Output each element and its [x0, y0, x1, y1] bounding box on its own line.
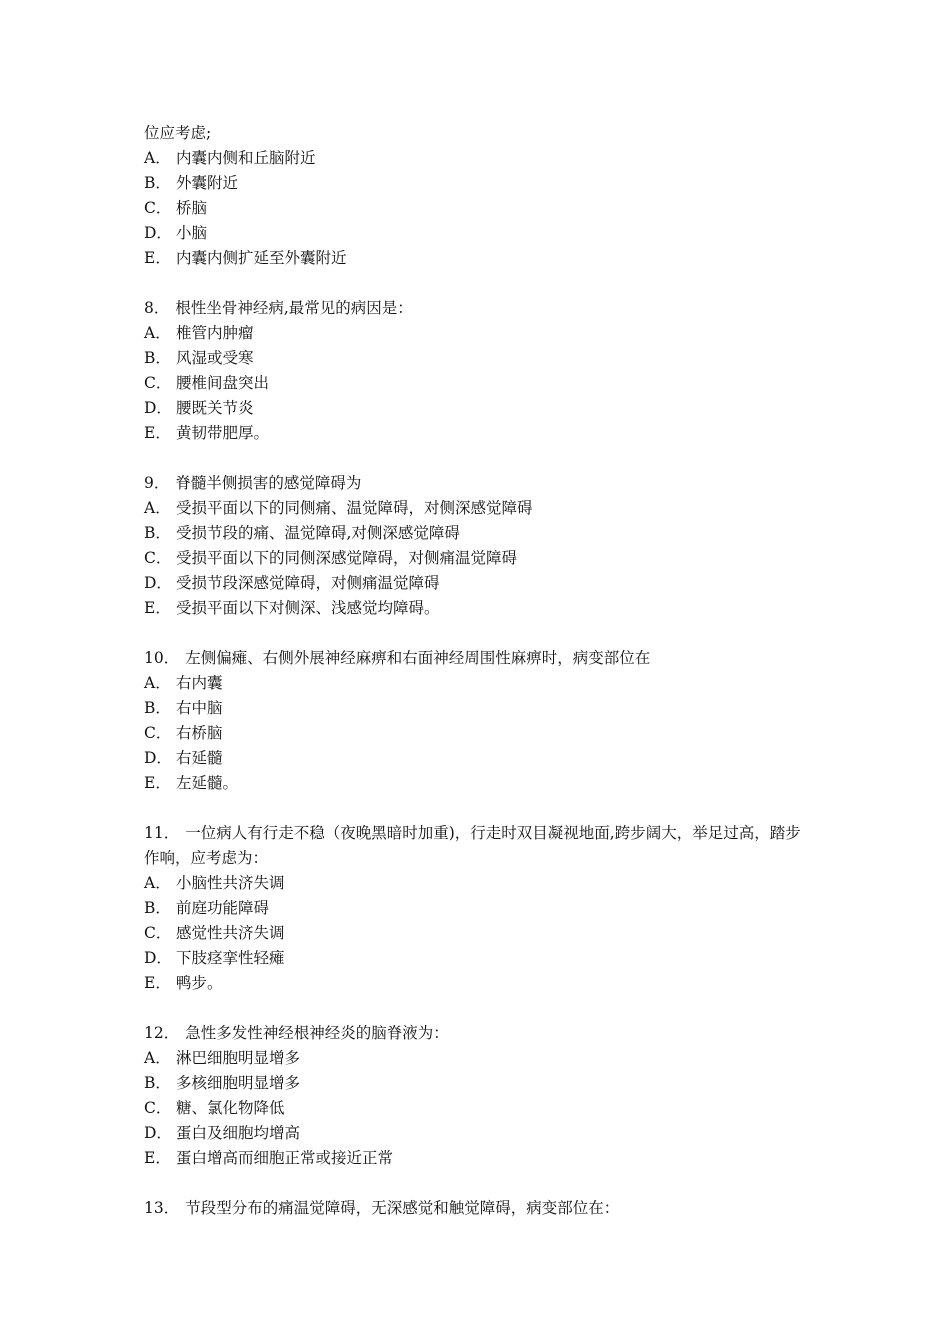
question-number: 10．	[144, 649, 180, 667]
spacer	[144, 796, 814, 821]
option-d	[144, 746, 814, 771]
question-8	[144, 296, 814, 321]
question-number: 13．	[144, 1199, 180, 1217]
option-label: A．	[144, 674, 171, 692]
option-text: 右延髓	[176, 749, 223, 767]
spacer	[144, 996, 814, 1021]
option-text: 左延髓。	[176, 774, 239, 792]
option-c	[144, 721, 814, 746]
option-label: C．	[144, 724, 172, 742]
option-label: B．	[144, 1074, 171, 1092]
option-label: B．	[144, 899, 171, 917]
document-page	[144, 121, 814, 1221]
option-d	[144, 571, 814, 596]
option-text: 鸭步。	[176, 974, 223, 992]
option-label: A．	[144, 324, 171, 342]
spacer	[144, 271, 814, 296]
option-text: 右桥脑	[176, 724, 223, 742]
option-text: 淋巴细胞明显增多	[176, 1049, 301, 1067]
question-fragment-text: 位应考虑;	[144, 124, 212, 142]
option-label: D．	[144, 224, 172, 242]
option-text: 黄韧带肥厚。	[176, 424, 270, 442]
question-number: 12．	[144, 1024, 180, 1042]
option-label: E．	[144, 1149, 171, 1167]
question-13	[144, 1196, 814, 1221]
option-text: 腰既关节炎	[176, 399, 254, 417]
option-d	[144, 1121, 814, 1146]
option-c	[144, 921, 814, 946]
option-text: 腰椎间盘突出	[176, 374, 270, 392]
option-label: B．	[144, 349, 171, 367]
option-text: 受损平面以下对侧深、浅感觉均障碍。	[176, 599, 440, 617]
option-text: 受损平面以下的同侧深感觉障碍，对侧痛温觉障碍	[176, 549, 518, 567]
option-text: 椎管内肿瘤	[176, 324, 254, 342]
option-a	[144, 671, 814, 696]
option-text: 前庭功能障碍	[176, 899, 270, 917]
option-text: 蛋白及细胞均增高	[176, 1124, 301, 1142]
option-text: 外囊附近	[176, 174, 239, 192]
option-label: E．	[144, 424, 171, 442]
option-a	[144, 496, 814, 521]
spacer	[144, 446, 814, 471]
option-a	[144, 871, 814, 896]
question-number: 8．	[144, 299, 170, 317]
option-c	[144, 546, 814, 571]
option-label: D．	[144, 574, 172, 592]
option-a	[144, 146, 814, 171]
option-label: E．	[144, 599, 171, 617]
question-text: 节段型分布的痛温觉障碍，无深感觉和触觉障碍，病变部位在：	[185, 1199, 620, 1217]
option-text: 内囊内侧扩延至外囊附近	[176, 249, 347, 267]
question-text: 根性坐骨神经病,最常见的病因是：	[175, 299, 413, 317]
option-label: A．	[144, 149, 171, 167]
option-e	[144, 421, 814, 446]
option-label: E．	[144, 774, 171, 792]
option-text: 小脑性共济失调	[176, 874, 285, 892]
option-text: 多核细胞明显增多	[176, 1074, 301, 1092]
question-number: 9．	[144, 474, 170, 492]
option-d	[144, 221, 814, 246]
option-text: 感觉性共济失调	[176, 924, 285, 942]
option-label: C．	[144, 1099, 172, 1117]
option-b	[144, 521, 814, 546]
option-c	[144, 371, 814, 396]
option-b	[144, 346, 814, 371]
option-label: B．	[144, 174, 171, 192]
question-9	[144, 471, 814, 496]
option-label: A．	[144, 499, 171, 517]
option-text: 受损节段的痛、温觉障碍,对侧深感觉障碍	[176, 524, 460, 542]
option-d	[144, 946, 814, 971]
question-11	[144, 821, 814, 871]
option-text: 右中脑	[176, 699, 223, 717]
option-label: B．	[144, 699, 171, 717]
option-label: E．	[144, 249, 171, 267]
question-text: 脊髓半侧损害的感觉障碍为	[175, 474, 362, 492]
option-b	[144, 1071, 814, 1096]
option-text: 蛋白增高而细胞正常或接近正常	[176, 1149, 394, 1167]
option-text: 糖、氯化物降低	[176, 1099, 285, 1117]
option-text: 右内囊	[176, 674, 223, 692]
option-text: 内囊内侧和丘脑附近	[176, 149, 316, 167]
option-label: C．	[144, 199, 172, 217]
option-e	[144, 246, 814, 271]
option-label: E．	[144, 974, 171, 992]
option-c	[144, 1096, 814, 1121]
question-10	[144, 646, 814, 671]
option-text: 受损平面以下的同侧痛、温觉障碍，对侧深感觉障碍	[176, 499, 533, 517]
option-text: 桥脑	[176, 199, 208, 217]
option-a	[144, 321, 814, 346]
option-label: C．	[144, 549, 172, 567]
option-label: A．	[144, 1049, 171, 1067]
option-b	[144, 896, 814, 921]
option-c	[144, 196, 814, 221]
option-b	[144, 696, 814, 721]
option-text: 小脑	[176, 224, 208, 242]
spacer	[144, 1171, 814, 1196]
option-label: D．	[144, 1124, 172, 1142]
option-e	[144, 771, 814, 796]
option-text: 风湿或受寒	[176, 349, 254, 367]
option-label: D．	[144, 399, 172, 417]
option-label: B．	[144, 524, 171, 542]
option-label: C．	[144, 924, 172, 942]
question-12	[144, 1021, 814, 1046]
option-label: A．	[144, 874, 171, 892]
question-text: 一位病人有行走不稳（夜晚黑暗时加重)，行走时双目凝视地面,跨步阔大，举足过高，踏步作响，应考虑为：	[144, 824, 801, 867]
option-e	[144, 596, 814, 621]
question-text: 左侧偏瘫、右侧外展神经麻痹和右面神经周围性麻痹时，病变部位在	[185, 649, 651, 667]
option-label: D．	[144, 949, 172, 967]
option-text: 受损节段深感觉障碍，对侧痛温觉障碍	[176, 574, 440, 592]
question-text: 急性多发性神经根神经炎的脑脊液为：	[185, 1024, 449, 1042]
option-a	[144, 1046, 814, 1071]
spacer	[144, 621, 814, 646]
option-text: 下肢痉挛性轻瘫	[176, 949, 285, 967]
option-e	[144, 1146, 814, 1171]
option-b	[144, 171, 814, 196]
option-e	[144, 971, 814, 996]
question-number: 11．	[144, 824, 180, 842]
option-d	[144, 396, 814, 421]
option-label: C．	[144, 374, 172, 392]
option-label: D．	[144, 749, 172, 767]
